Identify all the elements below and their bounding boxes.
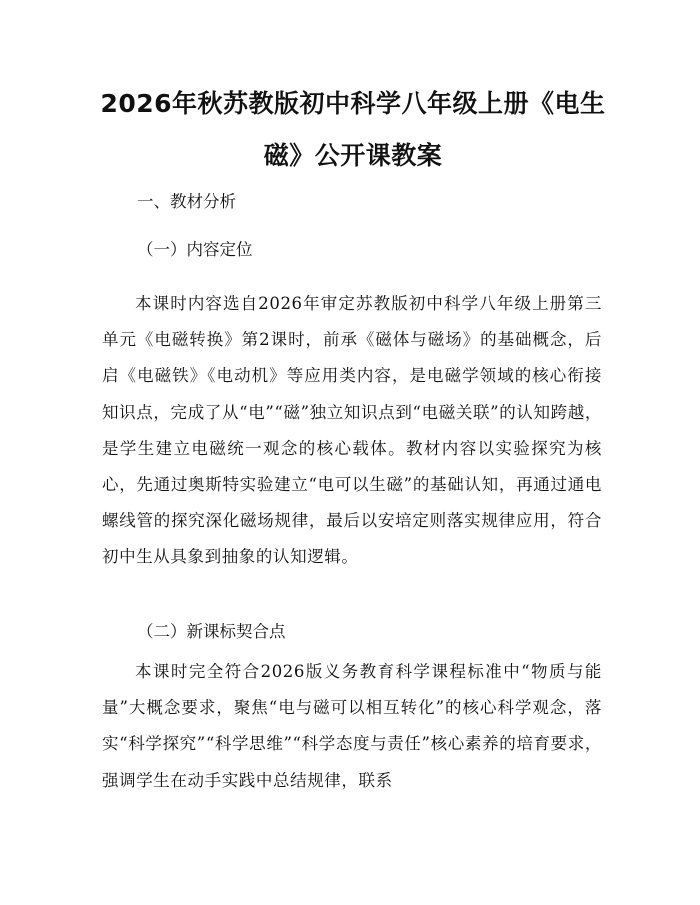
- subsection-heading: （二）新课标契合点: [137, 622, 286, 641]
- body-paragraph: 本课时完全符合2026版义务教育科学课程标准中“物质与能量”大概念要求，聚焦“电与磁可以相互转化”的核心科学观念，落实“科学探究”“科学思维”“科学态度与责任”核心素养的培育要求，强调学生在动手实践中总结规律，联系: [102, 662, 602, 790]
- subsection-heading: （一）内容定位: [137, 240, 253, 259]
- section-heading: 一、教材分析: [137, 192, 236, 211]
- body-paragraph: 本课时内容选自2026年审定苏教版初中科学八年级上册第三单元《电磁转换》第2课时，前承《磁体与磁场》的基础概念，后启《电磁铁》《电动机》等应用类内容，是电磁学领域的核心衔接知识点，完成了从“电”“磁”独立知识点到“电磁关联”的认知跨越，是学生建立电磁统一观念的核心载体。教材内容以实验探究为核心，先通过奥斯特实验建立“电可以生磁”的基础认知，再通过通电螺线管的探究深化磁场规律，最后以安培定则落实规律应用，符合初中生从具象到抽象的认知逻辑。: [102, 294, 602, 567]
- document-title: 2026年秋苏教版初中科学八年级上册《电生磁》公开课教案: [100, 89, 606, 170]
